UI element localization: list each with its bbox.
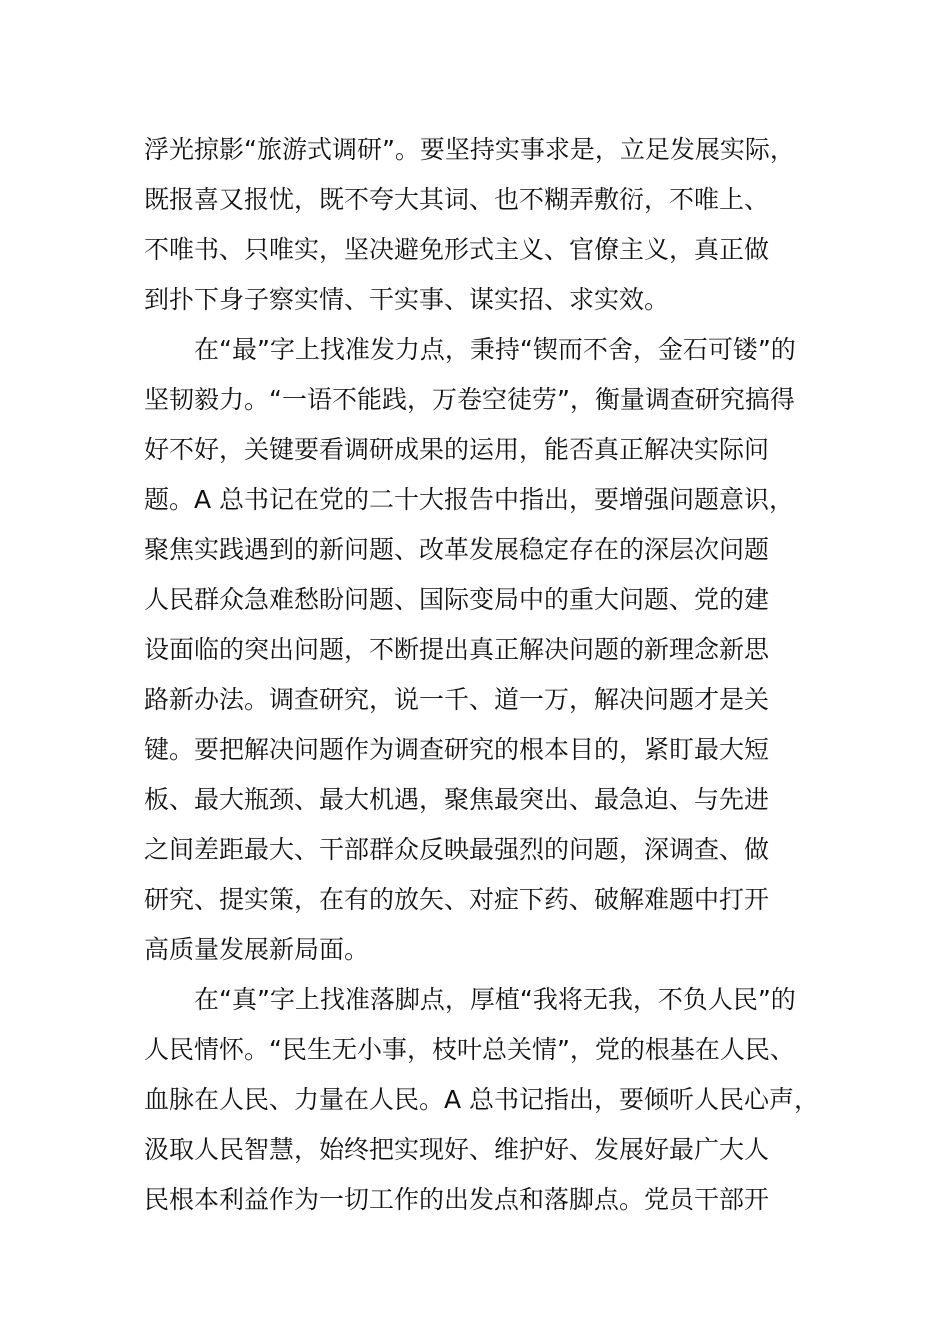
text-line: 到扑下身子察实情、干实事、谋实招、求实效。	[144, 285, 670, 314]
text-line: 键。要把解决问题作为调查研究的根本目的，紧盯最大短	[144, 735, 770, 764]
text-line: 人民情怀。“民生无小事，枝叶总关情”，党的根基在人民、	[144, 1035, 795, 1064]
paragraph-first-line: 在“真”字上找准落脚点，厚植“我将无我，不负人民”的	[194, 985, 796, 1014]
text-line: 题。A 总书记在党的二十大报告中指出，要增强问题意识，	[144, 485, 795, 514]
text-line: 好不好，关键要看调研成果的运用，能否真正解决实际问	[144, 435, 770, 464]
text-line: 坚韧毅力。“一语不能践，万卷空徒劳”，衡量调查研究搞得	[144, 385, 795, 414]
text-line: 路新办法。调查研究，说一千、道一万，解决问题才是关	[144, 685, 770, 714]
text-line: 设面临的突出问题，不断提出真正解决问题的新理念新思	[144, 635, 770, 664]
text-line: 人民群众急难愁盼问题、国际变局中的重大问题、党的建	[144, 585, 770, 614]
text-line: 民根本利益作为一切工作的出发点和落脚点。党员干部开	[144, 1185, 770, 1214]
text-line: 聚焦实践遇到的新问题、改革发展稳定存在的深层次问题	[144, 535, 770, 564]
text-line: 既报喜又报忧，既不夸大其词、也不糊弄敷衍，不唯上、	[144, 185, 770, 214]
text-line: 浮光掠影“旅游式调研”。要坚持实事求是，立足发展实际，	[144, 135, 795, 164]
text-line: 板、最大瓶颈、最大机遇，聚焦最突出、最急迫、与先进	[144, 785, 770, 814]
text-line: 研究、提实策，在有的放矢、对症下药、破解难题中打开	[144, 885, 770, 914]
text-line: 血脉在人民、力量在人民。A 总书记指出，要倾听人民心声，	[144, 1085, 820, 1114]
text-line: 不唯书、只唯实，坚决避免形式主义、官僚主义，真正做	[144, 235, 770, 264]
text-line: 之间差距最大、干部群众反映最强烈的问题，深调查、做	[144, 835, 770, 864]
paragraph-first-line: 在“最”字上找准发力点，秉持“锲而不舍，金石可镂”的	[194, 335, 796, 364]
text-line: 高质量发展新局面。	[144, 935, 370, 964]
text-line: 汲取人民智慧，始终把实现好、维护好、发展好最广大人	[144, 1135, 770, 1164]
